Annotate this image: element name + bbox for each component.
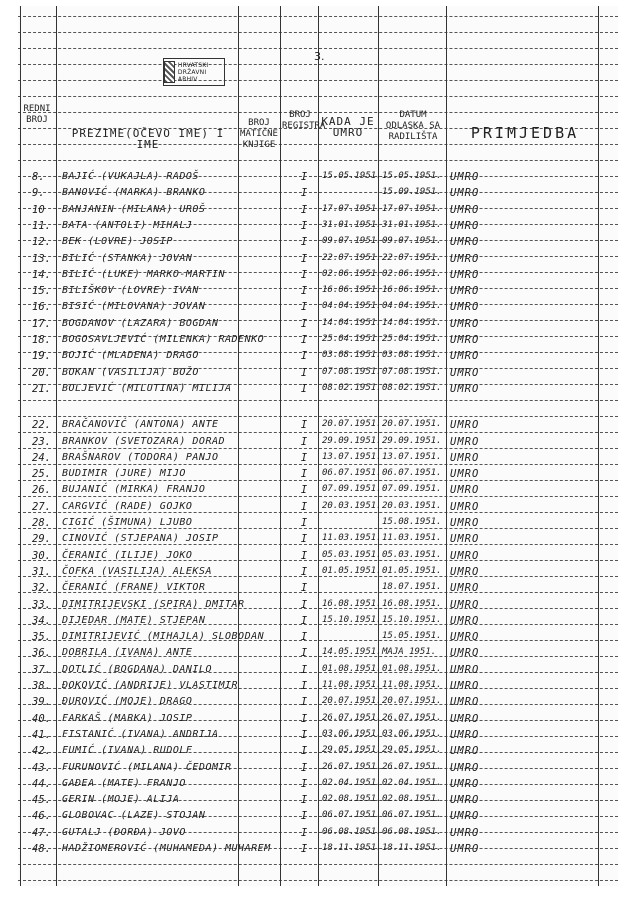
row-died-date: 01.05.1951. — [322, 565, 382, 576]
row-register: I — [300, 794, 308, 807]
row-number: 24. — [32, 451, 51, 464]
row-note: UMRO — [450, 680, 480, 692]
row-register: I — [300, 317, 308, 330]
row-number: 21. — [32, 382, 51, 395]
row-departed-date: 20.03.1951. — [382, 500, 442, 511]
row-register: I — [300, 810, 308, 823]
row-departed-date: 09.07.1951. — [382, 236, 442, 247]
page-number: 3. — [314, 50, 325, 63]
row-note: UMRO — [450, 435, 480, 448]
row-died-date: 29.09.1951. — [322, 435, 382, 446]
header-prezime: PREZIME(OČEVO IME) I IME — [71, 127, 225, 151]
row-note: UMRO — [450, 826, 480, 839]
row-note: UMRO — [450, 484, 480, 497]
row-died-date: 29.05.1951. — [322, 745, 382, 756]
table-row — [18, 383, 618, 399]
row-number: 48. — [32, 843, 51, 855]
row-name: BOGOSAVLJEVIĆ (MILENKA) RADENKO — [62, 334, 265, 345]
row-number: 18. — [32, 334, 51, 346]
row-name: DIJEDAR (MATE) STJEPAN — [62, 614, 206, 626]
row-note: UMRO — [450, 268, 480, 281]
row-departed-date: 06.07.1951. — [382, 810, 442, 821]
row-register: I — [300, 484, 308, 497]
row-departed-date: 13.07.1951. — [382, 451, 442, 462]
stamp-text: HRVATSKI DRŽAVNI ARHIV — [177, 61, 209, 83]
row-number: 34. — [32, 614, 51, 627]
row-note: UMRO — [450, 203, 480, 216]
row-note: UMRO — [450, 647, 480, 660]
header-datum-odlaska: DATUM ODLASKA SA RADILIŠTA — [385, 110, 441, 142]
row-name: CARGVIĆ (RADE) GOJKO — [62, 500, 193, 512]
row-register: I — [300, 419, 308, 432]
row-note: UMRO — [450, 500, 480, 513]
row-departed-date: 03.06.1951. — [382, 728, 442, 739]
row-died-date: 03.08.1951. — [322, 350, 382, 361]
row-register: I — [300, 745, 308, 758]
row-died-date: 22.07.1951. — [322, 252, 382, 263]
row-departed-date: 01.05.1951. — [382, 565, 442, 576]
row-register: I — [300, 777, 308, 790]
row-name: BATA (ANTOLI) MIHALJ — [62, 219, 193, 231]
row-name: BILIĆ (LUKE) MARKO-MARTIN — [62, 268, 226, 280]
row-number: 11. — [32, 219, 51, 232]
row-register: I — [300, 382, 308, 395]
row-name: DIMITRIJEVSKI (SPIRA) DMITAR — [62, 598, 245, 610]
row-died-date: 11.08.1951. — [322, 680, 382, 690]
row-name: ČERANIĆ (ILIJE) JOKO — [62, 549, 193, 561]
row-died-date: 13.07.1951. — [322, 451, 382, 462]
row-number: 30. — [32, 549, 51, 562]
row-register: I — [300, 614, 308, 627]
row-name: BOGDANOV (LAZARA) BOGDAN — [62, 317, 219, 329]
table-row — [18, 501, 618, 517]
table-row — [18, 204, 618, 220]
table-row — [18, 550, 618, 566]
table-row — [18, 631, 618, 647]
row-name: DIMITRIJEVIĆ (MIHAJLA) SLOBODAN — [62, 631, 265, 643]
row-died-date: 02.04.1951. — [322, 777, 382, 788]
row-died-date: 03.06.1951. — [322, 728, 382, 739]
row-departed-date: 17.07.1951. — [382, 203, 442, 214]
table-row — [18, 843, 618, 859]
row-note: UMRO — [450, 219, 480, 232]
table-row — [18, 599, 618, 615]
table-row — [18, 187, 618, 203]
row-departed-date: 05.03.1951. — [382, 549, 442, 560]
row-note: UMRO — [450, 236, 480, 249]
row-name: BRAŠNAROV (TODORA) PANJO — [62, 451, 219, 463]
row-name: DOBRILA (IVANA) ANTE — [62, 647, 193, 659]
header-broj-registra: BROJ REGISTRA — [282, 110, 326, 131]
row-register: I — [300, 301, 308, 314]
row-register: I — [300, 631, 308, 644]
row-died-date: 06.07.1951. — [322, 810, 382, 821]
row-died-date: 16.08.1951. — [322, 598, 382, 609]
row-departed-date: 02.06.1951. — [382, 268, 442, 279]
row-register: I — [300, 171, 308, 183]
row-register: I — [300, 268, 308, 281]
row-number: 33. — [32, 598, 51, 611]
row-departed-date: 26.07.1951. — [382, 761, 442, 772]
row-register: I — [300, 187, 308, 200]
row-departed-date: 08.02.1951. — [382, 382, 442, 393]
row-departed-date: 18.11.1951. — [382, 843, 442, 853]
row-departed-date: 15.05.1951. — [382, 171, 442, 181]
row-died-date: 20.07.1951. — [322, 696, 382, 707]
row-number: 39. — [32, 696, 51, 709]
row-departed-date: 06.08.1951. — [382, 826, 442, 837]
row-name: GLOBOVAC (LAZE) STOJAN — [62, 810, 206, 822]
row-note: UMRO — [450, 419, 480, 432]
row-register: I — [300, 712, 308, 725]
row-register: I — [300, 219, 308, 232]
row-number: 10 — [32, 203, 45, 216]
table-row — [18, 533, 618, 549]
row-register: I — [300, 435, 308, 448]
row-number: 38. — [32, 680, 51, 692]
row-number: 42. — [32, 745, 51, 758]
row-register: I — [300, 761, 308, 774]
table-row — [18, 745, 618, 761]
row-register: I — [300, 598, 308, 611]
row-number: 32. — [32, 582, 51, 595]
row-died-date: 14.05.1951. — [322, 647, 382, 658]
row-number: 15. — [32, 285, 51, 298]
table-row — [18, 367, 618, 383]
row-register: I — [300, 500, 308, 513]
row-note: UMRO — [450, 366, 480, 379]
row-note: UMRO — [450, 334, 480, 346]
row-note: UMRO — [450, 565, 480, 578]
row-departed-date: 07.09.1951. — [382, 484, 442, 495]
archive-emblem-icon — [164, 61, 175, 83]
row-name: CIGIĆ (ŠIMUNA) LJUBO — [62, 517, 193, 528]
row-number: 40. — [32, 712, 51, 725]
row-departed-date: 15.08.1951. — [382, 517, 442, 527]
row-departed-date: 16.08.1951. — [382, 598, 442, 609]
row-departed-date: 06.07.1951. — [382, 468, 442, 479]
row-register: I — [300, 728, 308, 741]
table-row — [18, 810, 618, 826]
row-number: 17. — [32, 317, 51, 330]
table-row — [18, 566, 618, 582]
row-note: UMRO — [450, 794, 480, 807]
row-note: UMRO — [450, 777, 480, 790]
row-departed-date: 20.07.1951. — [382, 419, 442, 430]
table-row — [18, 318, 618, 334]
header-kada-je-umro: KADA JE UMRO — [321, 115, 375, 139]
row-name: BUDIMIR (JURE) MIJO — [62, 468, 186, 480]
row-note: UMRO — [450, 517, 480, 529]
table-row — [18, 285, 618, 301]
row-register: I — [300, 350, 308, 363]
table-row — [18, 301, 618, 317]
row-died-date: 14.04.1951. — [322, 317, 382, 328]
row-died-date: 07.08.1951. — [322, 366, 382, 377]
table-row — [18, 778, 618, 794]
row-died-date: 06.08.1951. — [322, 826, 382, 837]
row-register: I — [300, 663, 308, 676]
row-departed-date: 22.07.1951. — [382, 252, 442, 263]
table-row — [18, 484, 618, 500]
row-departed-date: 07.08.1951. — [382, 366, 442, 377]
table-row — [18, 468, 618, 484]
table-row — [18, 334, 618, 350]
row-number: 12. — [32, 236, 51, 249]
row-departed-date: 15.05.1951. — [382, 631, 442, 642]
row-number: 22. — [32, 419, 51, 432]
row-register: I — [300, 517, 308, 529]
row-died-date: 15.05.1951. — [322, 171, 382, 181]
row-departed-date: 11.03.1951. — [382, 533, 442, 544]
table-row — [18, 220, 618, 236]
row-register: I — [300, 582, 308, 595]
row-name: FURUNOVIĆ (MILANA) ČEDOMIR — [62, 761, 232, 773]
row-number: 41. — [32, 728, 51, 741]
row-name: BOLJEVIĆ (MILUTINA) MILIJA — [62, 382, 232, 394]
archive-stamp — [163, 58, 225, 86]
row-died-date: 20.03.1951. — [322, 500, 382, 511]
table-row — [18, 350, 618, 366]
row-note: UMRO — [450, 745, 480, 758]
table-row — [18, 647, 618, 663]
row-departed-date: 14.04.1951. — [382, 317, 442, 328]
row-name: BRANKOV (SVETOZARA) DORAD — [62, 435, 226, 447]
row-number: 44. — [32, 777, 51, 790]
row-died-date: 09.07.1951. — [322, 236, 382, 247]
row-departed-date: 29.09.1951. — [382, 435, 442, 446]
row-register: I — [300, 366, 308, 379]
header-primjedba: PRIMJEDBA — [470, 124, 580, 142]
header-redni-broj: REDNI BROJ — [23, 104, 51, 125]
row-note: UMRO — [450, 171, 480, 183]
row-departed-date: 15.10.1951. — [382, 614, 442, 625]
row-number: 26. — [32, 484, 51, 497]
row-number: 20. — [32, 366, 51, 379]
row-note: UMRO — [450, 598, 480, 611]
row-name: ČOFKA (VASILIJA) ALEKSA — [62, 565, 212, 577]
row-name: ČERANIĆ (FRANE) VIKTOR — [62, 582, 206, 594]
row-note: UMRO — [450, 451, 480, 464]
row-register: I — [300, 565, 308, 578]
row-name: BISIĆ (MILOVANA) JOVAN — [62, 301, 206, 313]
row-register: I — [300, 203, 308, 216]
table-row — [18, 827, 618, 843]
row-departed-date: 02.04.1951. — [382, 777, 442, 788]
row-register: I — [300, 252, 308, 265]
row-died-date: 08.02.1951. — [322, 382, 382, 393]
row-departed-date: 03.08.1951. — [382, 350, 442, 361]
table-row — [18, 171, 618, 187]
row-name: BANOVIĆ (MARKA) BRANKO — [62, 187, 206, 199]
row-note: UMRO — [450, 728, 480, 741]
row-number: 27. — [32, 500, 51, 513]
row-note: UMRO — [450, 301, 480, 314]
row-died-date: 31.01.1951. — [322, 219, 382, 230]
row-name: BRAČANOVIĆ (ANTONA) ANTE — [62, 419, 219, 431]
row-name: GERIN (MOJE) ALIJA — [62, 794, 180, 806]
row-departed-date: 16.06.1951. — [382, 285, 442, 296]
row-note: UMRO — [450, 549, 480, 562]
row-name: BUJANIĆ (MIRKA) FRANJO — [62, 484, 206, 496]
table-row — [18, 436, 618, 452]
row-departed-date: 29.05.1951. — [382, 745, 442, 756]
row-name: FARKAŠ (MARKA) JOSIP — [62, 712, 193, 724]
document-page — [18, 6, 618, 886]
row-number: 37. — [32, 663, 51, 676]
row-note: UMRO — [450, 252, 480, 265]
row-note: UMRO — [450, 631, 480, 644]
row-name: GUTALJ (ĐORĐA) JOVO — [62, 826, 186, 838]
row-note: UMRO — [450, 350, 480, 363]
row-died-date: 25.04.1951. — [322, 334, 382, 344]
row-register: I — [300, 334, 308, 346]
row-register: I — [300, 680, 308, 692]
row-number: 25. — [32, 468, 51, 481]
row-note: UMRO — [450, 614, 480, 627]
row-died-date: 01.08.1951. — [322, 663, 382, 674]
table-row — [18, 794, 618, 810]
row-name: GAĐEA (MATE) FRANJO — [62, 777, 186, 789]
row-number: 43. — [32, 761, 51, 774]
row-note: UMRO — [450, 663, 480, 676]
row-died-date: 16.06.1951. — [322, 285, 382, 296]
row-number: 47. — [32, 826, 51, 839]
row-number: 36. — [32, 647, 51, 660]
row-register: I — [300, 549, 308, 562]
table-row — [18, 713, 618, 729]
row-register: I — [300, 451, 308, 464]
row-note: UMRO — [450, 382, 480, 395]
row-departed-date: 01.08.1951. — [382, 663, 442, 674]
row-number: 8. — [32, 171, 45, 183]
row-departed-date: 04.04.1951. — [382, 301, 442, 312]
row-name: FISTANIĆ (IVANA) ANDRIJA — [62, 728, 219, 740]
row-departed-date: 31.01.1951. — [382, 219, 442, 230]
table-row — [18, 615, 618, 631]
row-died-date: 05.03.1951. — [322, 549, 382, 560]
row-register: I — [300, 468, 308, 481]
row-number: 23. — [32, 435, 51, 448]
row-note: UMRO — [450, 761, 480, 774]
row-number: 13. — [32, 252, 51, 265]
row-register: I — [300, 647, 308, 660]
table-row — [18, 517, 618, 533]
table-row — [18, 253, 618, 269]
row-register: I — [300, 236, 308, 249]
table-row — [18, 419, 618, 435]
row-died-date: 02.06.1951. — [322, 268, 382, 279]
row-died-date: 06.07.1951. — [322, 468, 382, 479]
row-register: I — [300, 285, 308, 298]
row-died-date: 26.07.1951. — [322, 761, 382, 772]
table-row — [18, 269, 618, 285]
row-note: UMRO — [450, 843, 480, 855]
row-died-date: 15.10.1951. — [322, 614, 382, 625]
row-died-date: 11.03.1951. — [322, 533, 382, 544]
table-row — [18, 762, 618, 778]
row-name: CINOVIĆ (STJEPANA) JOSIP — [62, 533, 219, 545]
row-died-date: 20.07.1951. — [322, 419, 382, 430]
row-note: UMRO — [450, 582, 480, 595]
row-died-date: 18.11.1951. — [322, 843, 382, 853]
row-number: 46. — [32, 810, 51, 823]
table-row — [18, 582, 618, 598]
row-register: I — [300, 843, 308, 855]
row-name: FUMIĆ (IVANA) RUDOLF — [62, 745, 193, 757]
row-number: 16. — [32, 301, 51, 314]
row-name: BOKAN (VASILIJA) BOŽO — [62, 366, 199, 378]
row-died-date: 26.07.1951. — [322, 712, 382, 723]
row-number: 31. — [32, 565, 51, 578]
row-departed-date: 18.07.1951. — [382, 582, 442, 593]
table-row — [18, 680, 618, 696]
row-number: 29. — [32, 533, 51, 546]
table-row — [18, 729, 618, 745]
row-departed-date: 20.07.1951. — [382, 696, 442, 707]
row-died-date: 04.04.1951. — [322, 301, 382, 312]
table-row — [18, 696, 618, 712]
row-name: BEK (LOVRE) JOSIP — [62, 236, 173, 248]
row-note: UMRO — [450, 285, 480, 298]
row-note: UMRO — [450, 533, 480, 546]
row-name: BAJIĆ (VUKAJLA) RADOŠ — [62, 171, 199, 182]
row-name: BANJANIN (MILANA) UROŠ — [62, 203, 206, 215]
row-name: DOTLIĆ (BOGDANA) DANILO — [62, 663, 212, 675]
row-number: 45. — [32, 794, 51, 807]
row-name: HADŽIOMEROVIĆ (MUHAMEDA) MUHAREM — [62, 843, 271, 854]
row-number: 35. — [32, 631, 51, 644]
row-departed-date: 26.07.1951. — [382, 712, 442, 723]
row-register: I — [300, 826, 308, 839]
table-row — [18, 664, 618, 680]
row-note: UMRO — [450, 187, 480, 200]
row-note: UMRO — [450, 317, 480, 330]
table-row — [18, 452, 618, 468]
row-number: 9. — [32, 187, 45, 200]
row-departed-date: 11.08.1951. — [382, 680, 442, 690]
row-note: UMRO — [450, 696, 480, 709]
row-register: I — [300, 533, 308, 546]
row-note: UMRO — [450, 712, 480, 725]
row-name: BILIĆ (STANKA) JOVAN — [62, 252, 193, 264]
row-number: 28. — [32, 517, 51, 529]
row-departed-date: MAJA 1951. — [382, 647, 437, 658]
row-name: ĐUROVIĆ (MOJE) DRAGO — [62, 696, 193, 708]
row-number: 14. — [32, 268, 51, 281]
row-died-date: 17.07.1951. — [322, 203, 382, 214]
table-row — [18, 236, 618, 252]
row-note: UMRO — [450, 468, 480, 481]
row-departed-date: 25.04.1951. — [382, 334, 442, 344]
row-died-date: 07.09.1951. — [322, 484, 382, 495]
row-departed-date: 02.08.1951. — [382, 794, 442, 805]
row-note: UMRO — [450, 810, 480, 823]
row-died-date: 02.08.1951. — [322, 794, 382, 805]
row-name: BILIŠKOV (LOVRE) IVAN — [62, 285, 199, 297]
row-name: ĐOKOVIĆ (ANDRIJE) VLASTIMIR — [62, 680, 239, 691]
header-broj-maticne: BROJ MATIČNE KNJIGE — [240, 118, 278, 150]
row-name: BOJIĆ (MLADENA) DRAGO — [62, 350, 199, 362]
row-register: I — [300, 696, 308, 709]
row-departed-date: 15.09.1951. — [382, 187, 442, 198]
row-number: 19. — [32, 350, 51, 363]
